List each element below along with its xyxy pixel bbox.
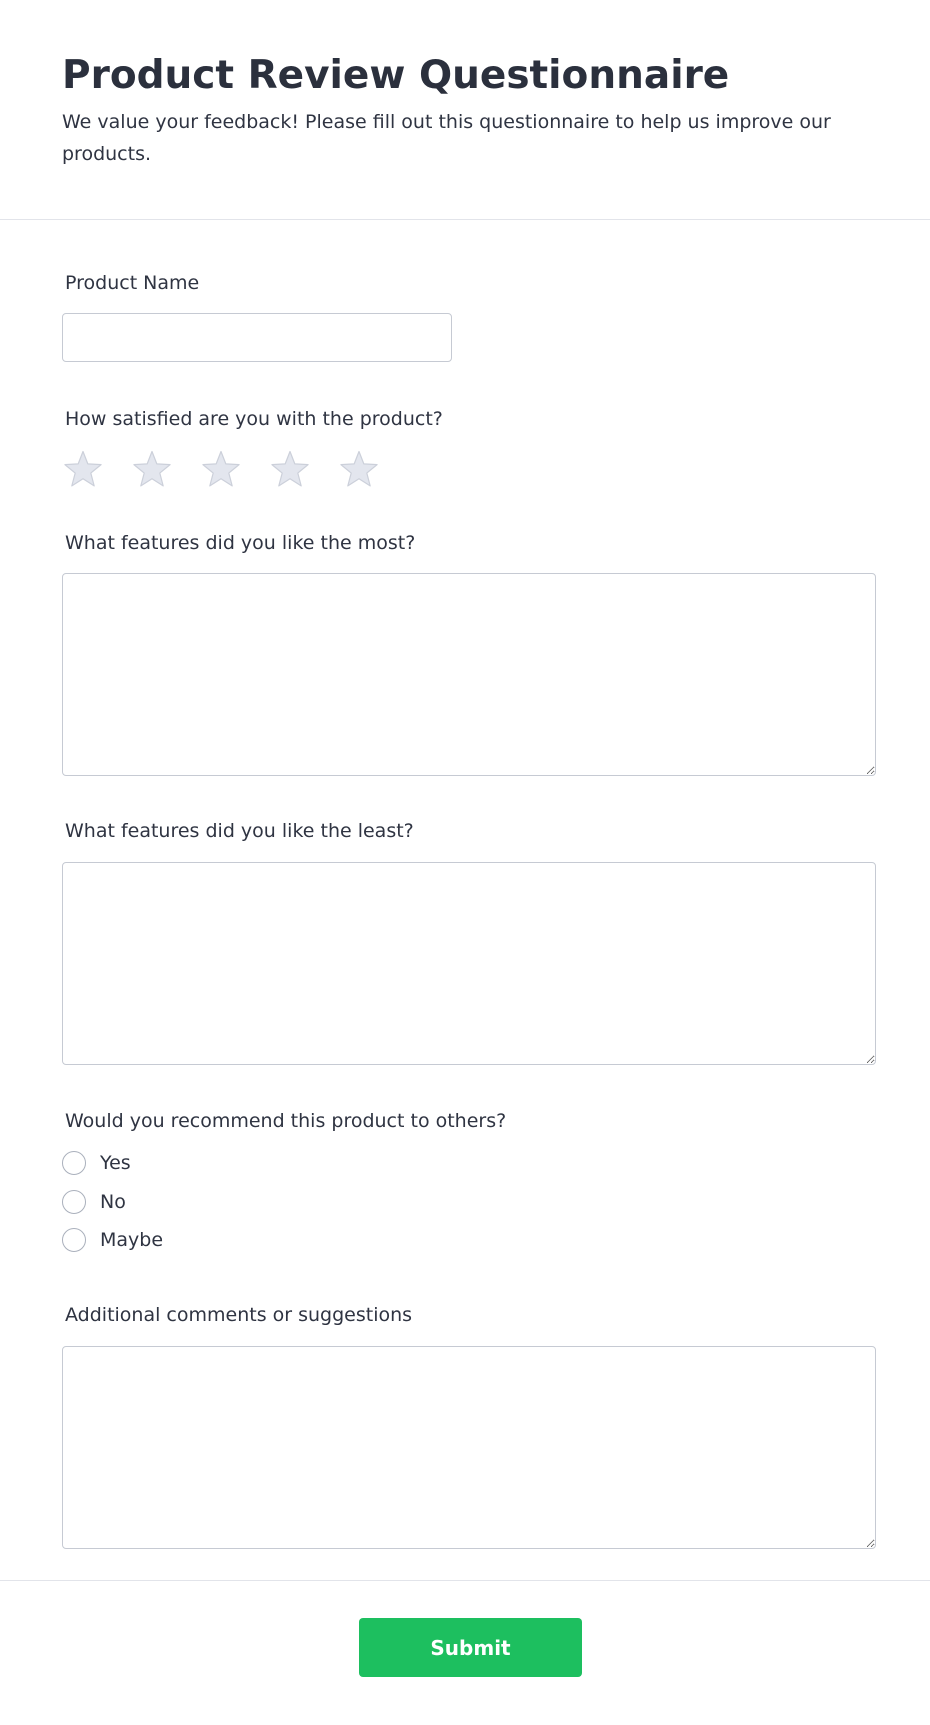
page-subtitle: We value your feedback! Please fill out this questionnaire to help us improve our products. — [62, 111, 831, 165]
comments-label: Additional comments or suggestions — [65, 1304, 413, 1326]
footer-divider — [0, 1580, 930, 1581]
star-icon-2[interactable] — [131, 448, 173, 490]
submit-button[interactable]: Submit — [359, 1618, 582, 1677]
star-icon-1[interactable] — [62, 448, 104, 490]
comments-textarea[interactable] — [62, 1346, 876, 1549]
radio-label: Maybe — [100, 1229, 164, 1251]
form-header — [0, 0, 930, 220]
page-title: Product Review Questionnaire — [62, 53, 730, 98]
liked-most-textarea[interactable] — [62, 573, 876, 776]
star-icon-4[interactable] — [269, 448, 311, 490]
product-name-input[interactable] — [62, 313, 452, 362]
liked-most-label: What features did you like the most? — [65, 532, 416, 554]
star-icon-3[interactable] — [200, 448, 242, 490]
star-icon-5[interactable] — [338, 448, 380, 490]
radio-label: Yes — [100, 1152, 131, 1174]
radio-circle-icon[interactable] — [62, 1190, 86, 1214]
satisfaction-label: How satisfied are you with the product? — [65, 408, 443, 430]
recommend-label: Would you recommend this product to others? — [65, 1110, 507, 1132]
radio-circle-icon[interactable] — [62, 1151, 86, 1175]
radio-label: No — [100, 1191, 126, 1213]
product-name-label: Product Name — [65, 272, 200, 294]
liked-least-label: What features did you like the least? — [65, 820, 414, 842]
liked-least-textarea[interactable] — [62, 862, 876, 1065]
radio-circle-icon[interactable] — [62, 1228, 86, 1252]
